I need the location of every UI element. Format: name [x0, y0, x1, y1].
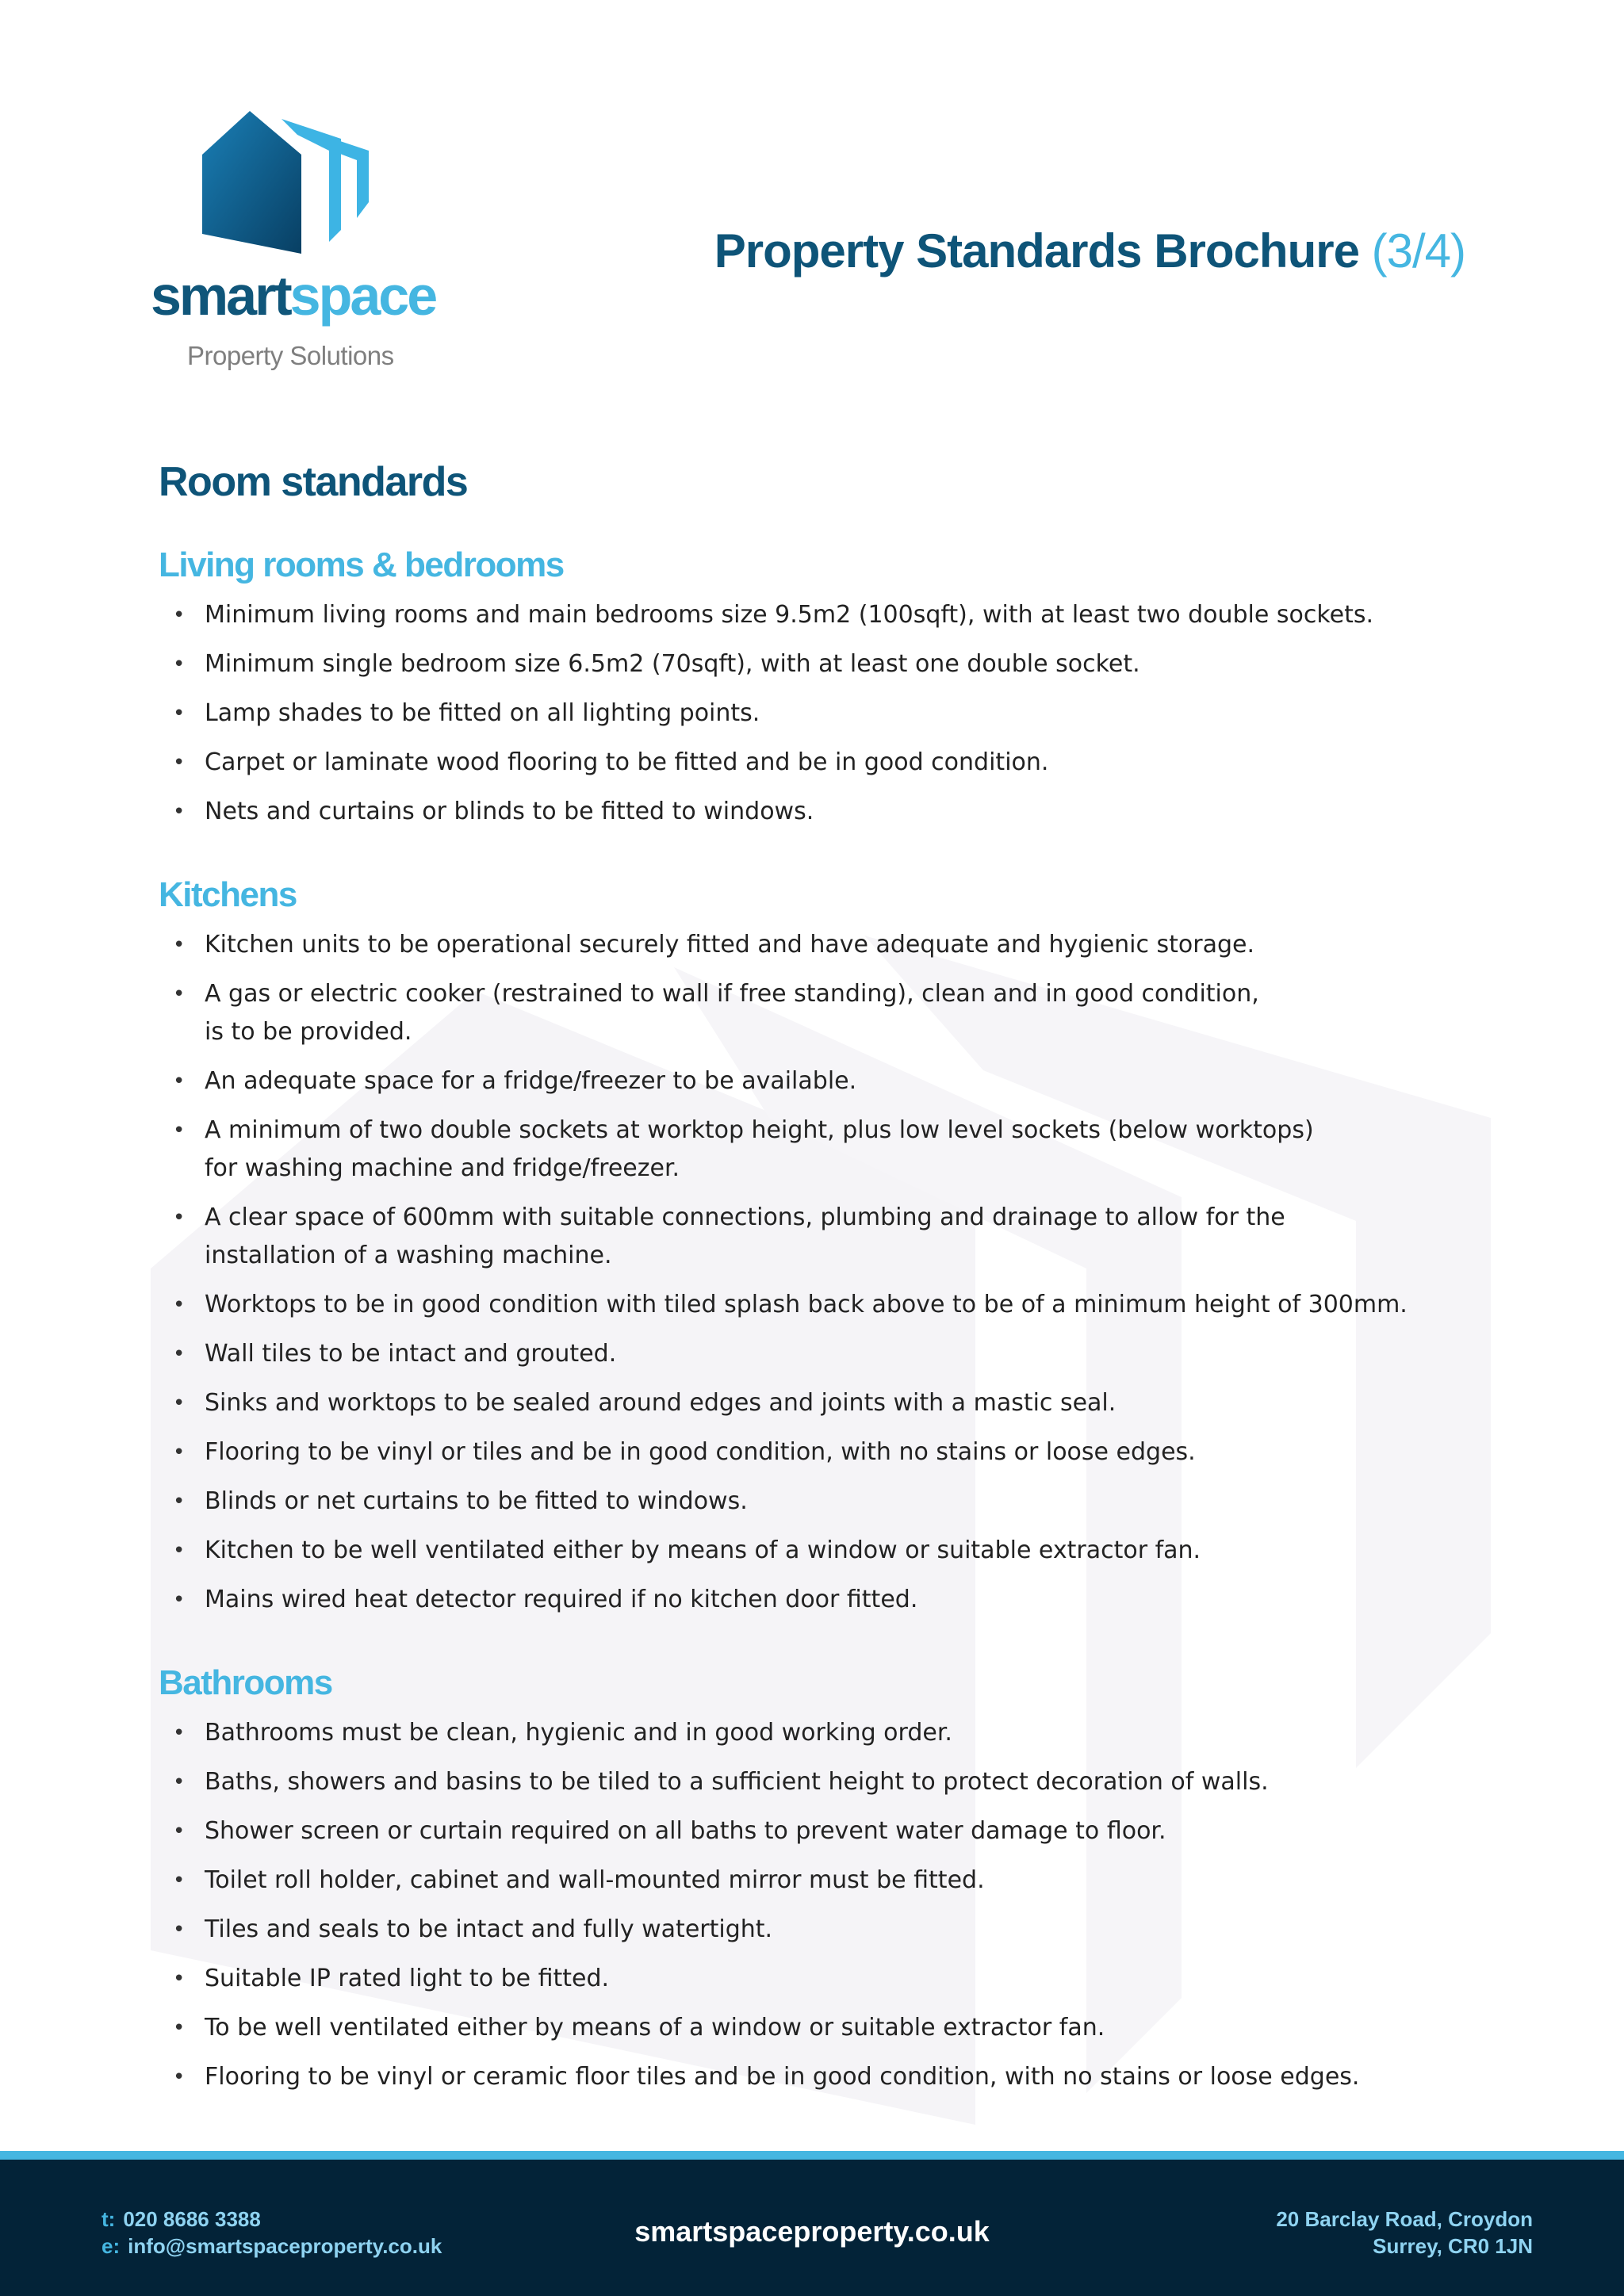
- section-title: Room standards: [159, 459, 468, 505]
- list-item: • Flooring to be vinyl or ceramic floor tiles and be in good condition, with no stains or loose edges.: [159, 2058, 1491, 2096]
- section-heading: Kitchens: [159, 875, 297, 914]
- list-item: • Kitchen units to be operational securely fitted and have adequate and hygienic storage.: [159, 926, 1491, 964]
- list-item: • A clear space of 600mm with suitable connections, plumbing and drainage to allow for the: [159, 1199, 1491, 1237]
- list-item: • Bathrooms must be clean, hygienic and in good working order.: [159, 1714, 1491, 1752]
- list-item: for washing machine and fridge/freezer.: [205, 1154, 680, 1182]
- main-content: [159, 458, 1491, 2141]
- bullet-list: [159, 926, 1491, 1619]
- list-item: • Wall tiles to be intact and grouted.: [159, 1335, 1491, 1373]
- list-item: • Sinks and worktops to be sealed around edges and joints with a mastic seal.: [159, 1384, 1491, 1422]
- list-item: • Blinds or net curtains to be fitted to windows.: [159, 1483, 1491, 1521]
- document-title-text: Property Standards Brochure: [714, 224, 1359, 277]
- list-item: • Nets and curtains or blinds to be fitted to windows.: [159, 793, 1491, 831]
- list-item: installation of a washing machine.: [205, 1242, 612, 1269]
- company-logo: [151, 111, 444, 381]
- list-item: is to be provided.: [205, 1018, 412, 1046]
- footer-accent-stripe: [0, 2151, 1624, 2160]
- list-item: • Carpet or laminate wood flooring to be fitted and be in good condition.: [159, 744, 1491, 782]
- list-item: • Minimum living rooms and main bedrooms size 9.5m2 (100sqft), with at least two double sockets.: [159, 596, 1491, 634]
- list-item: • Suitable IP rated light to be fitted.: [159, 1960, 1491, 1998]
- list-item: • Flooring to be vinyl or tiles and be in good condition, with no stains or loose edges.: [159, 1433, 1491, 1471]
- page-indicator: (3/4): [1371, 224, 1465, 277]
- section-heading: Living rooms & bedrooms: [159, 545, 564, 584]
- address-line-1: 20 Barclay Road, Croydon: [1276, 2207, 1533, 2231]
- section-2: [159, 1663, 1491, 2096]
- footer-address: [1276, 2206, 1533, 2260]
- list-item: • Lamp shades to be fitted on all lighting points.: [159, 695, 1491, 733]
- address-line-2: Surrey, CR0 1JN: [1373, 2234, 1533, 2258]
- document-title: [714, 224, 1465, 278]
- list-item: • Minimum single bedroom size 6.5m2 (70sqft), with at least one double socket.: [159, 645, 1491, 683]
- footer-phone[interactable]: 020 8686 3388: [123, 2207, 261, 2231]
- sections-container: [159, 545, 1491, 2096]
- list-item: • An adequate space for a fridge/freezer to be available.: [159, 1062, 1491, 1100]
- email-label: e:: [102, 2234, 121, 2258]
- list-item: • A gas or electric cooker (restrained to wall if free standing), clean and in good condition,: [159, 975, 1491, 1013]
- logo-tagline: Property Solutions: [187, 341, 394, 370]
- bullet-list: [159, 1714, 1491, 2096]
- list-item: • Worktops to be in good condition with tiled splash back above to be of a minimum height of 300mm.: [159, 1286, 1491, 1324]
- footer-email[interactable]: info@smartspaceproperty.co.uk: [128, 2234, 442, 2258]
- footer-website-link[interactable]: smartspaceproperty.co.uk: [634, 2215, 990, 2248]
- list-item: • Kitchen to be well ventilated either by means of a window or suitable extractor fan.: [159, 1532, 1491, 1570]
- phone-label: t:: [102, 2207, 116, 2231]
- section-heading: Bathrooms: [159, 1663, 332, 1702]
- list-item: • Shower screen or curtain required on all baths to prevent water damage to floor.: [159, 1812, 1491, 1850]
- list-item: • Baths, showers and basins to be tiled to a sufficient height to protect decoration of walls.: [159, 1763, 1491, 1801]
- logo-word-space: space: [289, 265, 436, 327]
- list-item: • Toilet roll holder, cabinet and wall-mounted mirror must be fitted.: [159, 1862, 1491, 1900]
- logo-wordmark: [151, 265, 436, 327]
- logo-word-smart: smart: [151, 265, 290, 327]
- list-item: • A minimum of two double sockets at worktop height, plus low level sockets (below worktops): [159, 1112, 1491, 1150]
- footer: [0, 2160, 1624, 2296]
- list-item: • Tiles and seals to be intact and fully watertight.: [159, 1911, 1491, 1949]
- house-logo-icon: [202, 111, 377, 258]
- section-0: [159, 545, 1491, 831]
- section-1: [159, 875, 1491, 1619]
- list-item: • To be well ventilated either by means of a window or suitable extractor fan.: [159, 2009, 1491, 2047]
- bullet-list: [159, 596, 1491, 831]
- list-item: • Mains wired heat detector required if no kitchen door fitted.: [159, 1581, 1491, 1619]
